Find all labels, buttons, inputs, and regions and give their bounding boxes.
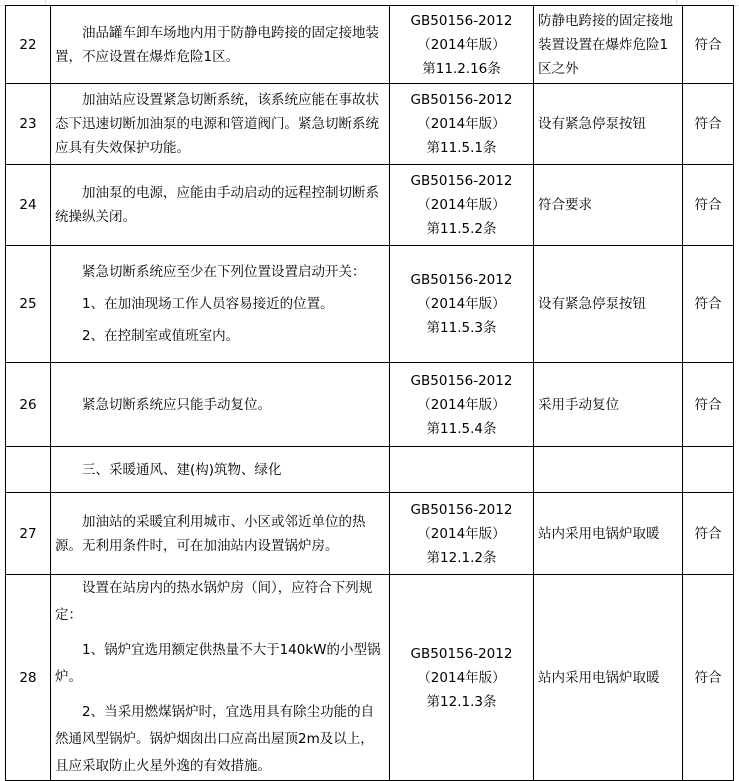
result <box>683 447 734 493</box>
standard-line: 第11.5.2条 <box>426 221 497 237</box>
standard-line: GB50156-2012 <box>410 372 513 389</box>
row-number: 27 <box>6 493 51 575</box>
result: 符合 <box>683 575 734 781</box>
standard-line: 第11.2.16条 <box>422 60 501 77</box>
standard-line: （2014年版） <box>417 36 506 53</box>
standard-reference <box>390 246 534 363</box>
standard-line: （2014年版） <box>417 116 506 132</box>
row-number: 23 <box>6 84 51 165</box>
actual-situation: 站内采用电锅炉取暖 <box>534 493 683 575</box>
standard-line: GB50156-2012 <box>410 501 513 518</box>
requirement-paragraph: 紧急切断系统应只能手动复位。 <box>82 396 271 413</box>
result: 符合 <box>683 6 734 84</box>
actual-situation <box>534 447 683 493</box>
row-number <box>6 447 51 493</box>
row-number: 25 <box>6 246 51 363</box>
row-number: 28 <box>6 575 51 781</box>
standard-reference <box>390 575 534 781</box>
standard-reference <box>390 165 534 246</box>
standard-reference <box>390 363 534 447</box>
requirement-text <box>51 6 390 84</box>
requirement-text <box>51 363 390 447</box>
actual-situation: 设有紧急停泵按钮 <box>534 246 683 363</box>
table-row <box>6 447 734 493</box>
standard-line: （2014年版） <box>417 396 506 413</box>
standard-line: GB50156-2012 <box>410 173 513 189</box>
standard-line: 第11.5.1条 <box>426 140 497 156</box>
requirement-text <box>51 84 390 165</box>
requirement-paragraph: 油品罐车卸车场地内用于防静电跨接的固定接地装置，不应设置在爆炸危险1区。 <box>55 24 379 65</box>
row-number: 24 <box>6 165 51 246</box>
requirement-paragraph: 加油站应设置紧急切断系统，该系统应能在事故状态下迅速切断加油泵的电源和管道阀门。紧急切断系统应具有失效保护功能。 <box>55 92 379 156</box>
table-row <box>6 165 734 246</box>
requirement-paragraph: 加油站的采暖宜利用城市、小区或邻近单位的热源。无利用条件时，可在加油站内设置锅炉房。 <box>55 513 366 554</box>
result: 符合 <box>683 84 734 165</box>
requirement-paragraph: 2、在控制室或值班室内。 <box>82 328 240 344</box>
inspection-table <box>5 5 734 781</box>
standard-line: GB50156-2012 <box>410 645 513 662</box>
requirement-paragraph: 设置在站房内的热水锅炉房（间），应符合下列规定： <box>55 580 373 623</box>
standard-reference <box>390 84 534 165</box>
actual-situation: 采用手动复位 <box>534 363 683 447</box>
requirement-paragraph: 1、在加油现场工作人员容易接近的位置。 <box>82 296 334 312</box>
standard-line: GB50156-2012 <box>410 12 513 29</box>
actual-situation: 站内采用电锅炉取暖 <box>534 575 683 781</box>
requirement-paragraph: 紧急切断系统应至少在下列位置设置启动开关： <box>82 264 366 280</box>
standard-reference <box>390 493 534 575</box>
actual-situation: 防静电跨接的固定接地装置设置在爆炸危险1区之外 <box>534 6 683 84</box>
requirement-text <box>51 246 390 363</box>
row-number: 22 <box>6 6 51 84</box>
requirement-paragraph: 2、当采用燃煤锅炉时，宜选用具有除尘功能的自然通风型锅炉。锅炉烟囱出口应高出屋顶2m及以上，且应采取防止火星外逸的有效措施。 <box>55 704 375 774</box>
standard-line: 第11.5.4条 <box>426 420 497 437</box>
standard-line: 第12.1.2条 <box>426 549 497 566</box>
standard-line: 第11.5.3条 <box>426 320 497 336</box>
standard-line: （2014年版） <box>417 525 506 542</box>
table-row <box>6 246 734 363</box>
standard-line: 第12.1.3条 <box>426 693 497 710</box>
standard-reference <box>390 6 534 84</box>
requirement-paragraph: 三、采暖通风、建(构)筑物、绿化 <box>82 461 282 478</box>
requirement-text <box>51 575 390 781</box>
standard-line: （2014年版） <box>417 669 506 686</box>
table-row <box>6 493 734 575</box>
table-row <box>6 6 734 84</box>
standard-line: （2014年版） <box>417 296 506 312</box>
row-number: 26 <box>6 363 51 447</box>
standard-line: GB50156-2012 <box>410 272 513 288</box>
result: 符合 <box>683 363 734 447</box>
standard-line: （2014年版） <box>417 197 506 213</box>
requirement-text <box>51 493 390 575</box>
table-row <box>6 84 734 165</box>
table-row <box>6 575 734 781</box>
actual-situation: 设有紧急停泵按钮 <box>534 84 683 165</box>
table-row <box>6 363 734 447</box>
standard-line: GB50156-2012 <box>410 92 513 108</box>
requirement-paragraph: 加油泵的电源，应能由手动启动的远程控制切断系统操纵关闭。 <box>55 185 379 225</box>
result: 符合 <box>683 165 734 246</box>
requirement-text <box>51 165 390 246</box>
actual-situation: 符合要求 <box>534 165 683 246</box>
standard-reference <box>390 447 534 493</box>
result: 符合 <box>683 493 734 575</box>
requirement-paragraph: 1、锅炉宜选用额定供热量不大于140kW的小型锅炉。 <box>55 642 381 685</box>
result: 符合 <box>683 246 734 363</box>
requirement-text <box>51 447 390 493</box>
